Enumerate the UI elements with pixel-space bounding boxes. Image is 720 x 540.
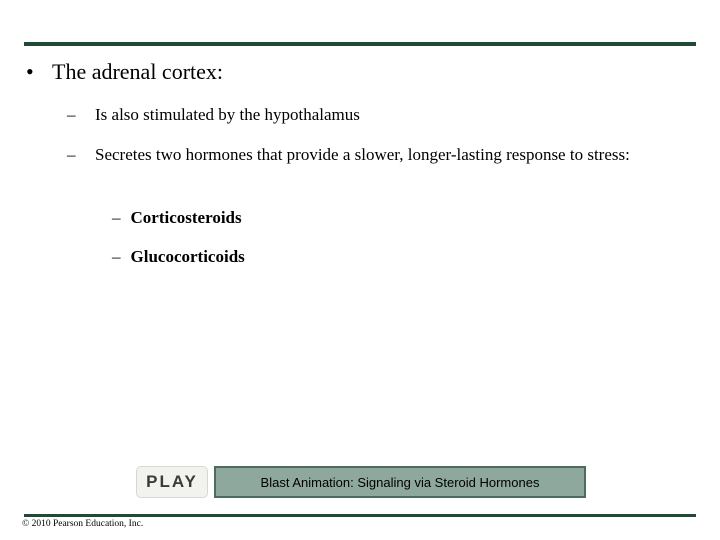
point-text: Is also stimulated by the hypothalamus xyxy=(95,105,360,124)
dash-symbol: – xyxy=(112,208,121,227)
subpoint-text: Corticosteroids xyxy=(130,208,242,227)
point-1 xyxy=(67,104,695,126)
dash-symbol: – xyxy=(67,105,76,124)
point-text: Secretes two hormones that provide a slower, longer-lasting response to stress: xyxy=(95,145,630,164)
copyright-text: © 2010 Pearson Education, Inc. xyxy=(22,519,144,529)
play-button[interactable]: PLAY xyxy=(136,466,208,498)
subpoint-1 xyxy=(112,207,242,229)
subpoint-2 xyxy=(112,246,245,268)
dash-symbol: – xyxy=(112,247,121,266)
slide-heading: The adrenal cortex: xyxy=(52,59,224,84)
point-2 xyxy=(67,144,685,166)
bullet-symbol: • xyxy=(26,59,34,84)
animation-link-button[interactable]: Blast Animation: Signaling via Steroid Hormones xyxy=(214,466,586,498)
heading-bullet xyxy=(26,58,223,86)
bottom-rule xyxy=(24,514,696,517)
top-rule xyxy=(24,42,696,46)
subpoint-text: Glucocorticoids xyxy=(130,247,245,266)
dash-symbol: – xyxy=(67,145,76,164)
